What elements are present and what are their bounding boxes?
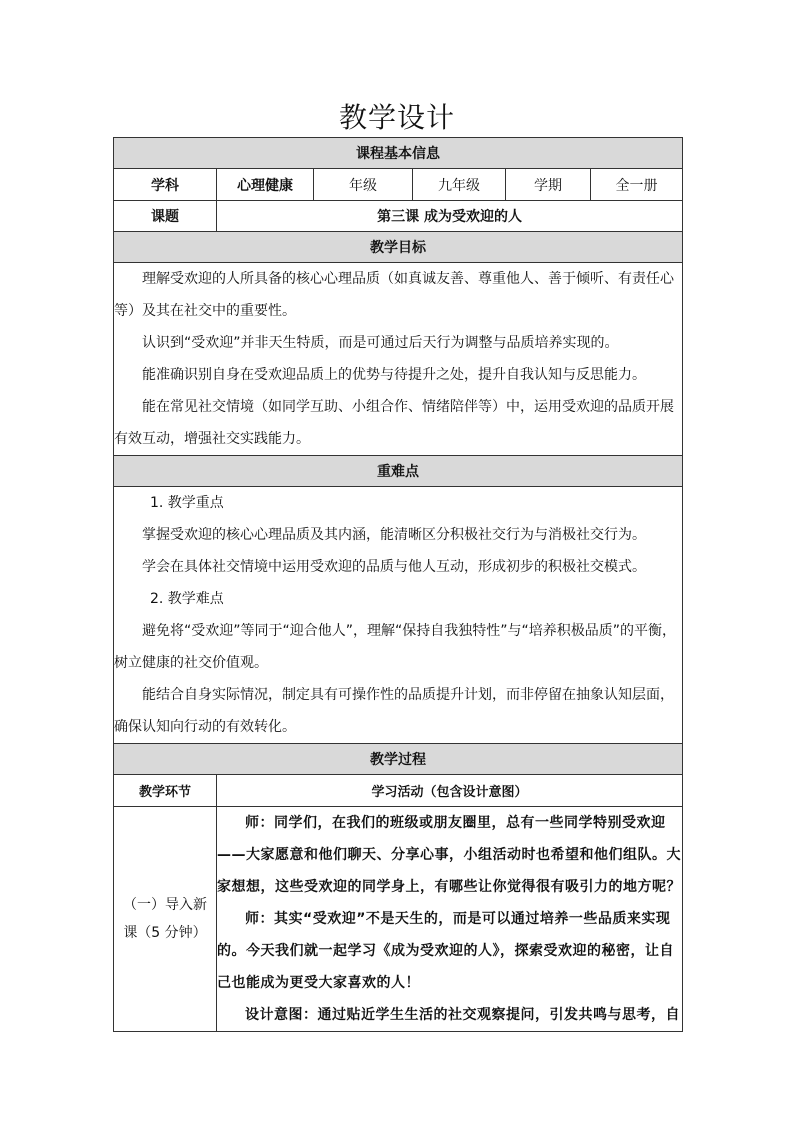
term-value: 全一册: [591, 169, 683, 201]
objective-item: 认识到“受欢迎”并非天生特质，而是可通过后天行为调整与品质培养实现的。: [142, 335, 619, 351]
topic-row: [114, 201, 683, 232]
process-header-row: [114, 744, 683, 775]
difficulty-title: 2. 教学难点: [150, 591, 224, 607]
stage-label: （一）导入新课（5 分钟）: [123, 897, 207, 941]
basic-info-header-row: [114, 138, 683, 169]
design-intent: 设计意图：通过贴近学生生活的社交观察提问，引发共鸣与思考，自: [245, 1007, 680, 1023]
key-points-header-row: [114, 456, 683, 487]
topic-label: 课题: [114, 201, 217, 232]
grade-label: 年级: [314, 169, 413, 201]
lesson-plan-table: [113, 137, 683, 1032]
objectives-body-row: [114, 263, 683, 456]
activity-cell: [217, 807, 683, 1032]
objectives-header-row: [114, 232, 683, 263]
objective-item: 理解受欢迎的人所具备的核心心理品质（如真诚友善、尊重他人、善于倾听、有责任心等）及其在社交中的重要性。: [114, 271, 674, 319]
process-row: [114, 807, 683, 1032]
term-label: 学期: [506, 169, 591, 201]
process-columns-row: [114, 775, 683, 807]
focus-item: 掌握受欢迎的核心心理品质及其内涵，能清晰区分积极社交行为与消极社交行为。: [142, 527, 646, 543]
difficulty-item: 能结合自身实际情况，制定具有可操作性的品质提升计划，而非停留在抽象认知层面，确保认知向行动的有效转化。: [114, 687, 674, 735]
activity-column-header: 学习活动（包含设计意图）: [217, 775, 683, 807]
topic-value: 第三课 成为受欢迎的人: [217, 201, 683, 232]
stage-cell: [114, 807, 217, 1032]
activity-paragraph: 师：同学们，在我们的班级或朋友圈里，总有一些同学特别受欢迎——大家愿意和他们聊天、分享心事，小组活动时也希望和他们组队。大家想想，这些受欢迎的同学身上，有哪些让你觉得很有吸引力的地方呢？: [217, 815, 681, 895]
key-points-body-row: [114, 487, 683, 744]
objectives-header: 教学目标: [114, 232, 683, 263]
process-header: 教学过程: [114, 744, 683, 775]
key-points-header: 重难点: [114, 456, 683, 487]
basic-info-header: 课程基本信息: [114, 138, 683, 169]
grade-value: 九年级: [413, 169, 506, 201]
stage-column-header: 教学环节: [114, 775, 217, 807]
objective-item: 能准确识别自身在受欢迎品质上的优势与待提升之处，提升自我认知与反思能力。: [142, 367, 646, 383]
difficulty-item: 避免将“受欢迎”等同于“迎合他人”，理解“保持自我独特性”与“培养积极品质”的平衡，树立健康的社交价值观。: [114, 623, 677, 671]
focus-title: 1. 教学重点: [150, 495, 224, 511]
objective-item: 能在常见社交情境（如同学互助、小组合作、情绪陪伴等）中，运用受欢迎的品质开展有效互动，增强社交实践能力。: [114, 399, 674, 447]
focus-item: 学会在具体社交情境中运用受欢迎的品质与他人互动，形成初步的积极社交模式。: [142, 559, 646, 575]
subject-value: 心理健康: [217, 169, 314, 201]
page-title: 教学设计: [338, 101, 455, 134]
key-points-content: [114, 487, 683, 744]
activity-paragraph: 师：其实“受欢迎”不是天生的，而是可以通过培养一些品质来实现的。今天我们就一起学习《成为受欢迎的人》，探索受欢迎的秘密，让自己也能成为更受大家喜欢的人！: [217, 911, 674, 991]
objectives-content: [114, 263, 683, 456]
basic-info-row: [114, 169, 683, 201]
subject-label: 学科: [114, 169, 217, 201]
